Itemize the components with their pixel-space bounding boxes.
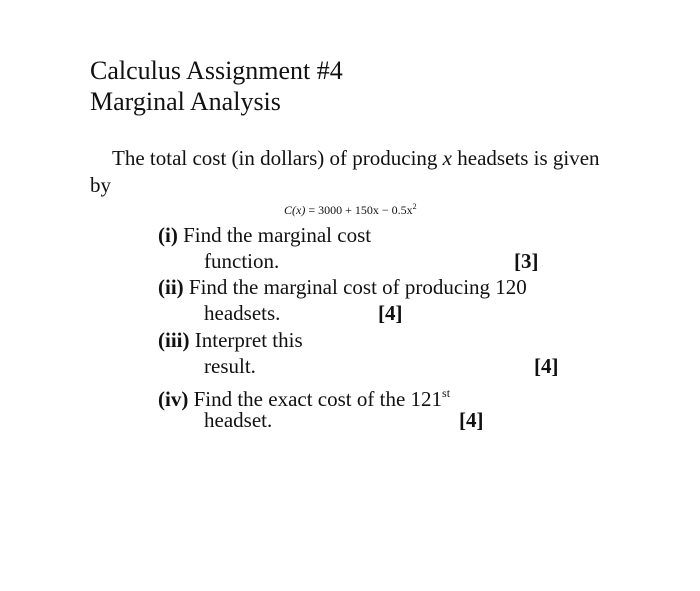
question-2-number: (ii) <box>158 275 184 299</box>
question-4-text: Find the exact cost of the 121 <box>188 387 443 411</box>
intro-variable: x <box>442 146 452 170</box>
question-3-text: Interpret this <box>189 328 303 352</box>
question-4-marks: [4] <box>459 408 484 432</box>
question-4-number: (iv) <box>158 387 189 411</box>
question-2-continuation: headsets. <box>204 301 281 325</box>
intro-text-after: headsets is given by <box>90 146 600 197</box>
question-1-number: (i) <box>158 223 178 247</box>
question-3-continuation: result. <box>204 354 256 378</box>
title-line-2: Marginal Analysis <box>90 87 281 116</box>
formula-rhs: 3000 + 150x − 0.5x <box>318 203 413 217</box>
formula-equals: = <box>305 203 319 217</box>
formula-exponent: 2 <box>412 202 417 211</box>
formula-lhs: C(x) <box>284 203 306 217</box>
title-line-1: Calculus Assignment #4 <box>90 56 343 85</box>
question-3-number: (iii) <box>158 328 190 352</box>
cost-formula <box>284 199 417 218</box>
question-1-marks: [3] <box>514 249 539 273</box>
question-1-text: Find the marginal cost <box>177 223 372 247</box>
question-4-ordinal-suffix: st <box>442 386 451 400</box>
question-3-marks: [4] <box>534 354 559 378</box>
question-2-text: Find the marginal cost of producing 120 <box>183 275 527 299</box>
question-3 <box>158 327 303 353</box>
problem-statement <box>90 145 610 199</box>
question-2 <box>158 274 527 300</box>
document-title <box>90 55 343 117</box>
question-4 <box>158 380 450 412</box>
question-4-continuation: headset. <box>204 408 273 432</box>
question-1-continuation: function. <box>204 249 280 273</box>
intro-text-before: The total cost (in dollars) of producing <box>112 146 443 170</box>
question-1 <box>158 222 371 248</box>
question-2-marks: [4] <box>378 301 403 325</box>
